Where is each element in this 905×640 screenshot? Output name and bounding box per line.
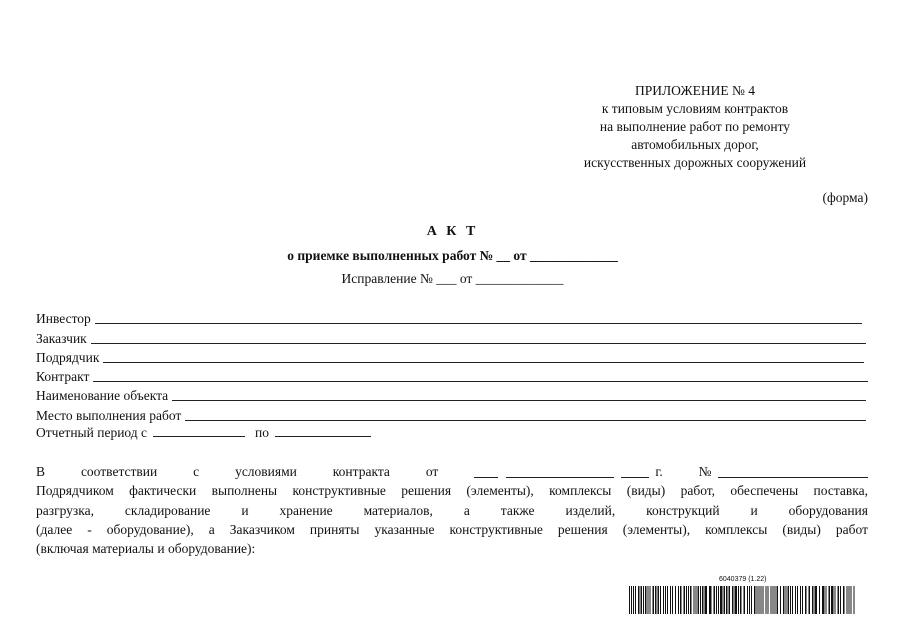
date-year-blank[interactable]: [621, 465, 649, 478]
period-label-to: по: [255, 424, 269, 440]
year-suffix: г.: [655, 464, 663, 479]
field-label: Подрядчик: [36, 349, 100, 365]
field-blank-line[interactable]: [185, 408, 866, 421]
appendix-line: искусственных дорожных сооружений: [583, 155, 807, 170]
field-label: Контракт: [36, 369, 90, 385]
appendix-line: автомобильных дорог,: [631, 137, 759, 152]
field-blank-line[interactable]: [91, 331, 866, 344]
paragraph-line-2: Подрядчиком фактически выполнены конструктивные решения (элементы), комплексы (виды) работ, обеспечены поставка,: [36, 483, 868, 499]
paragraph-word: соответствии: [80, 464, 158, 479]
contract-paragraph: [36, 462, 868, 558]
field-object-name: [36, 385, 868, 404]
contract-date-blanks: [474, 462, 663, 481]
field-label: Место выполнения работ: [36, 407, 182, 423]
date-month-blank[interactable]: [506, 465, 614, 478]
field-contract: [36, 366, 868, 385]
act-subtitle: о приемке выполненных работ № __ от _____________: [287, 248, 618, 263]
paragraph-word: контракта: [332, 464, 390, 479]
contract-number-group: [699, 462, 868, 481]
field-blank-line[interactable]: [103, 350, 864, 363]
form-label: (форма): [822, 190, 868, 205]
field-blank-line[interactable]: [93, 369, 868, 382]
correction-line: Исправление № ___ от _____________: [341, 271, 564, 286]
paragraph-word: от: [425, 464, 439, 479]
appendix-header: [530, 82, 860, 172]
field-label: Инвестор: [36, 311, 91, 327]
field-blank-line[interactable]: [172, 388, 866, 401]
field-investor: [36, 308, 868, 327]
paragraph-line-1: [36, 462, 868, 481]
act-title: А К Т: [426, 224, 479, 239]
field-label: Наименование объекта: [36, 388, 169, 404]
paragraph-word: с: [193, 464, 200, 479]
appendix-title: ПРИЛОЖЕНИЕ № 4: [634, 83, 756, 98]
paragraph-line-3: разгрузка, складирование и хранение материалов, а также изделий, конструкций и оборудования: [36, 502, 868, 518]
paragraph-word: условиями: [235, 464, 297, 479]
date-day-blank[interactable]: [474, 465, 498, 478]
appendix-line: на выполнение работ по ремонту: [599, 119, 791, 134]
barcode-image: [629, 586, 857, 614]
field-contractor: [36, 347, 868, 366]
field-blank-line[interactable]: [95, 311, 862, 324]
paragraph-line-5: (включая материалы и оборудование):: [36, 541, 256, 557]
field-work-location: [36, 404, 868, 423]
field-customer: [36, 327, 868, 346]
contract-number-blank[interactable]: [718, 465, 868, 478]
period-to-blank[interactable]: [275, 424, 371, 437]
paragraph-line-4: (далее - оборудование), а Заказчиком приняты указанные конструктивные решения (элементы), комплексы (виды) работ: [36, 521, 868, 537]
number-sign: №: [698, 464, 712, 479]
field-report-period: [36, 424, 868, 443]
requisites-fields: [36, 308, 868, 443]
barcode-number: 6040379 (1.22): [719, 576, 767, 583]
period-from-blank[interactable]: [153, 424, 245, 437]
field-label: Заказчик: [36, 330, 87, 346]
paragraph-word: В: [36, 464, 46, 479]
period-label-from: Отчетный период с: [36, 424, 148, 440]
appendix-line: к типовым условиям контрактов: [601, 101, 789, 116]
